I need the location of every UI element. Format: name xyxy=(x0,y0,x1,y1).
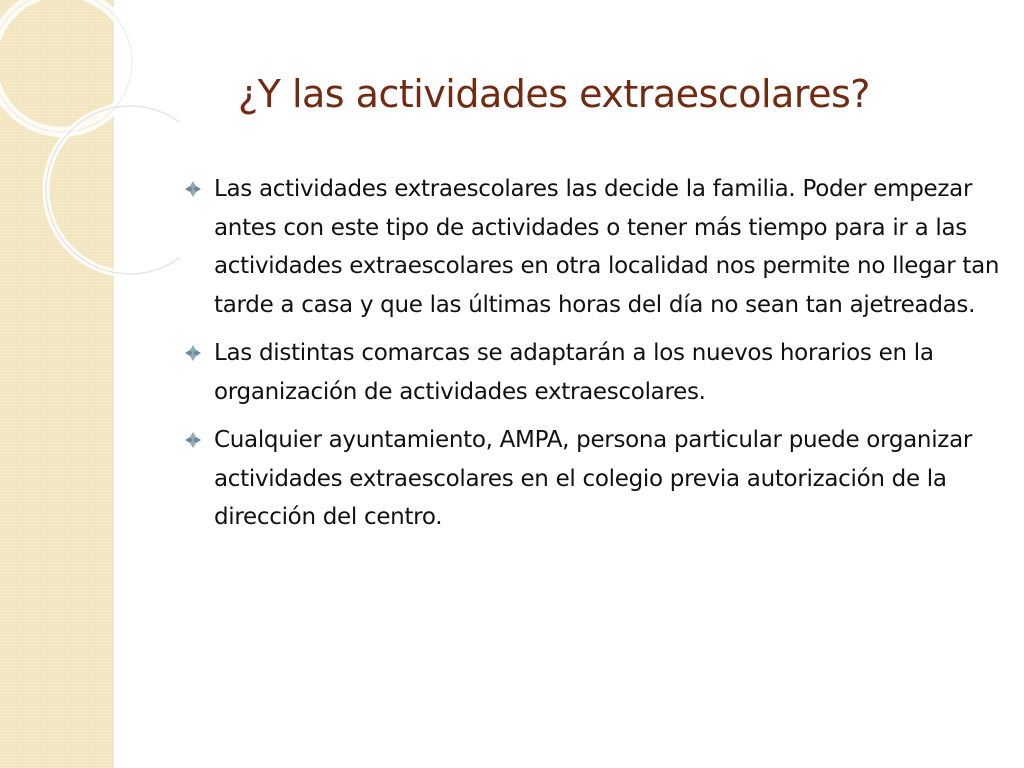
bullet-text: Las actividades extraescolares las decide la familia. Poder empezar antes con este tipo de actividades o tener más tiempo para ir a las actividades extraescolares en otra localidad nos permite no llegar tan tarde a casa y que las últimas horas del día no sean tan ajetreadas. xyxy=(214,176,1000,318)
bullet-list xyxy=(182,170,1002,547)
diamond-bullet-icon xyxy=(184,344,202,362)
bullet-text: Las distintas comarcas se adaptarán a los nuevos horarios en la organización de actividades extraescolares. xyxy=(214,340,934,405)
bullet-text: Cualquier ayuntamiento, AMPA, persona particular puede organizar actividades extraescolares en el colegio previa autorización de la dirección del centro. xyxy=(214,427,973,530)
list-item xyxy=(182,421,1002,537)
list-item xyxy=(182,170,1002,324)
decorative-rings-icon xyxy=(0,0,180,320)
slide-title: ¿Y las actividades extraescolares? xyxy=(238,72,870,116)
diamond-bullet-icon xyxy=(184,180,202,198)
diamond-bullet-icon xyxy=(184,431,202,449)
list-item xyxy=(182,334,1002,411)
